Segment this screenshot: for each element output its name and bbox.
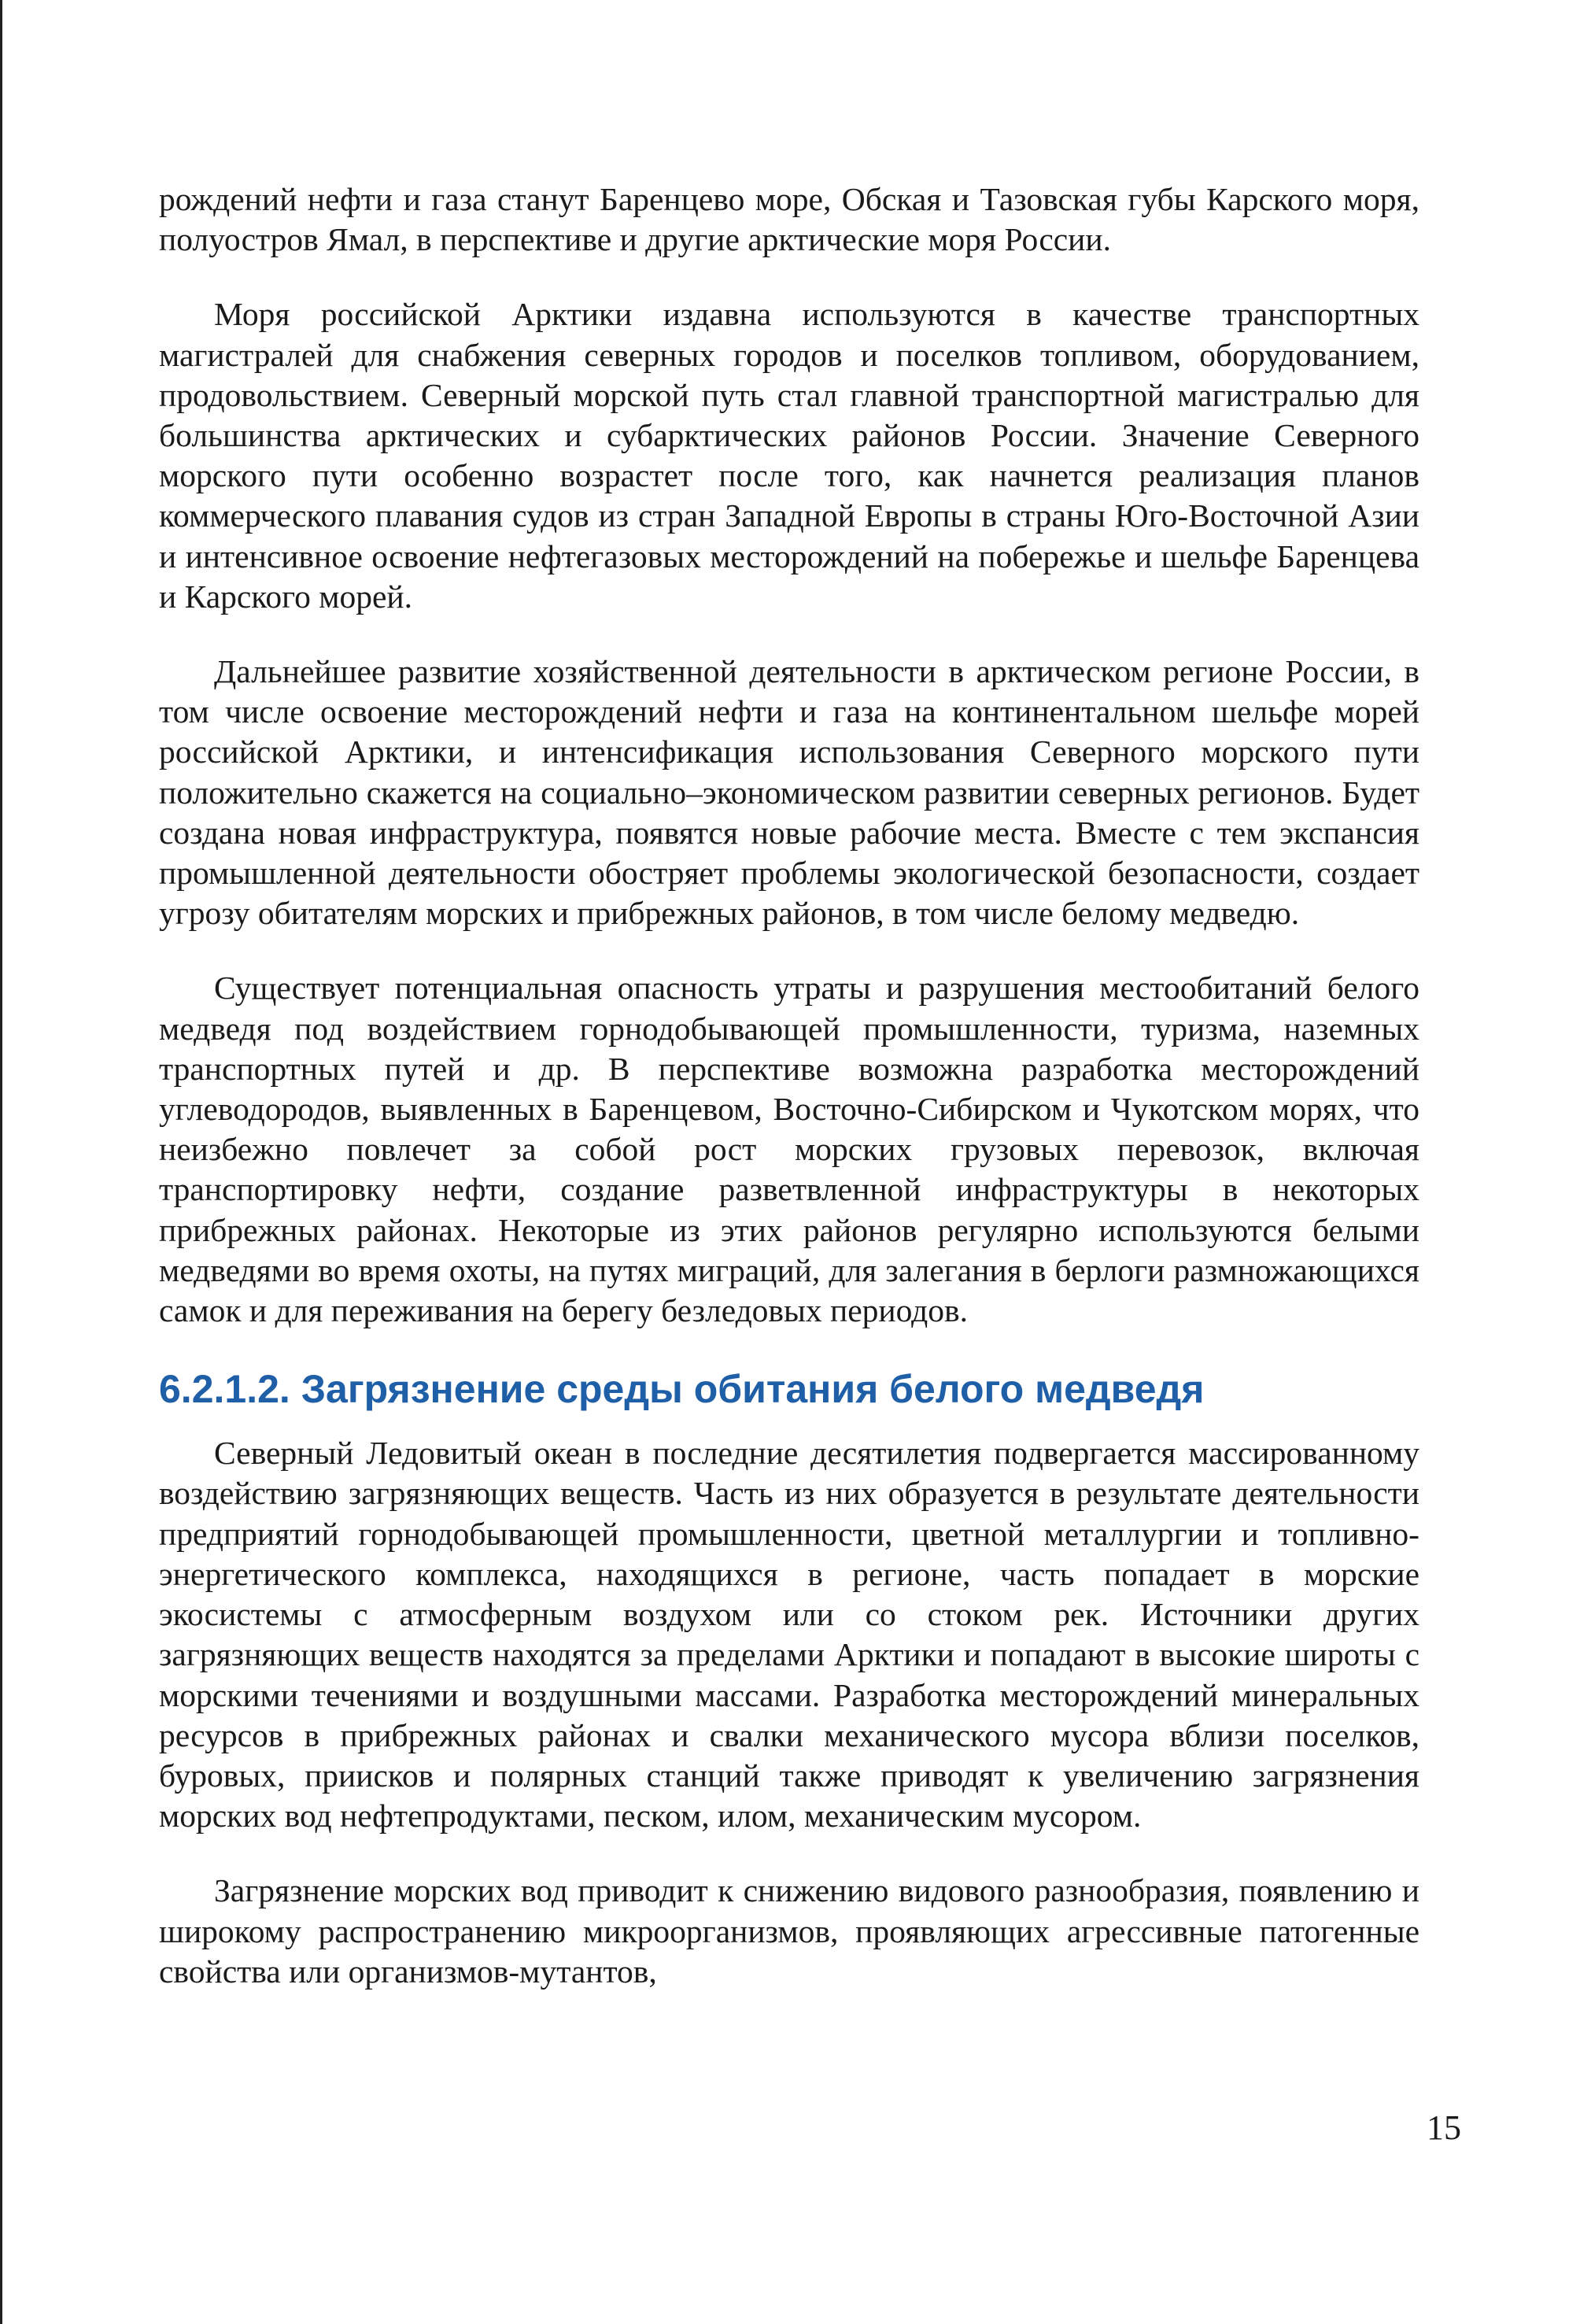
page-body [159,179,1419,2027]
paragraph-water-pollution: Загрязнение морских вод приводит к снижению видового разнообразия, появлению и широкому распространению микроорганизмов, проявляющих агрессивные патогенные свойства или организмов-мутантов, [159,1872,1419,1990]
paragraph-continuation: рождений нефти и газа станут Баренцево море, Обская и Тазовская губы Карского моря, полуостров Ямал, в перспективе и другие арктические моря России. [159,181,1419,258]
paragraph-development: Дальнейшее развитие хозяйственной деятельности в арктическом регионе России, в том числе освоение месторождений нефти и газа на континентальном шельфе морей российской Арктики, и интенсификация использования Северного морского пути положительно скажется на социально–экономическом развитии северных регионов. Будет создана новая инфраструктура, появятся новые рабочие места. Вместе с тем экспансия промышленной деятельности обостряет проблемы экологической безопасности, создает угрозу обитателям морских и прибрежных районов, в том числе белому медведю. [159,653,1419,932]
page-edge-line [0,0,2,2324]
section-heading: 6.2.1.2. Загрязнение среды обитания белого медведя [159,1367,1205,1412]
paragraph-transport: Моря российской Арктики издавна используются в качестве транспортных магистралей для снабжения северных городов и поселков топливом, оборудованием, продовольствием. Северный морской путь стал главной транспортной магистралью для большинства арктических и субарктических районов России. Значение Северного морского пути особенно возрастет после того, как начнется реализация планов коммерческого плавания судов из стран Западной Европы в страны Юго-Восточной Азии и интенсивное освоение нефтегазовых месторождений на побережье и шельфе Баренцева и Карского морей. [159,296,1419,615]
paragraph-habitat-loss: Существует потенциальная опасность утраты и разрушения местообитаний белого медведя под воздействием горнодобывающей промышленности, туризма, наземных транспортных путей и др. В перспективе возможна разработка месторождений углеводородов, выявленных в Баренцевом, Восточно-Сибирском и Чукотском морях, что неизбежно повлечет за собой рост морских грузовых перевозок, включая транспортировку нефти, создание разветвленной инфраструктуры в некоторых прибрежных районах. Некоторые из этих районов регулярно используются белыми медведями во время охоты, на путях миграций, для залегания в берлоги размножающихся самок и для переживания на берегу безледовых периодов. [159,970,1419,1329]
page-number: 15 [1427,2108,1461,2147]
paragraph-pollution: Северный Ледовитый океан в последние десятилетия подвергается массированному воздействию загрязняющих веществ. Часть из них образуется в результате деятельности предприятий горнодобывающей промышленности, цветной металлургии и топливно-энергетического комплекса, находящихся в регионе, часть попадает в морские экосистемы с атмосферным воздухом или со стоком рек. Источники других загрязняющих веществ находятся за пределами Арктики и попадают в высокие широты с морскими течениями и воздушными массами. Разработка месторождений минеральных ресурсов в прибрежных районах и свалки механического мусора вблизи поселков, буровых, приисков и полярных станций также приводят к увеличению загрязнения морских вод нефтепродуктами, песком, илом, механическим мусором. [159,1435,1419,1834]
